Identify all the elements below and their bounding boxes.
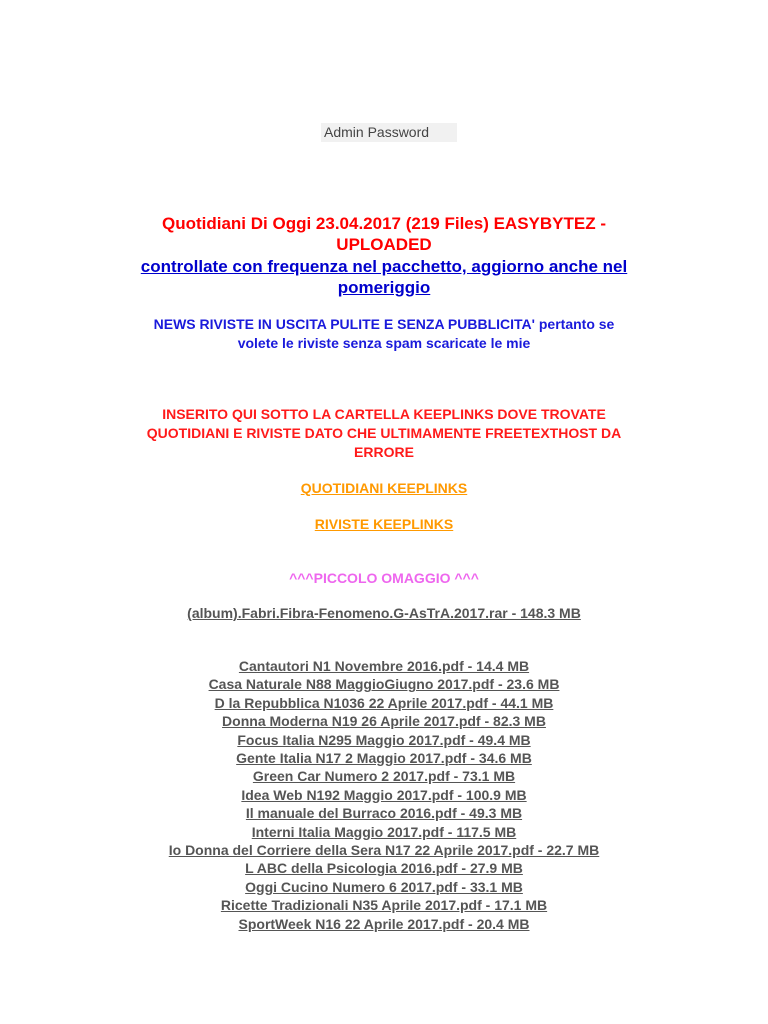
- news-line-1: NEWS RIVISTE IN USCITA PULITE E SENZA PUBBLICITA' pertanto se: [153, 316, 615, 332]
- admin-password-button[interactable]: [321, 123, 457, 142]
- file-link[interactable]: L ABC della Psicologia 2016.pdf - 27.9 MB: [245, 860, 523, 877]
- file-link[interactable]: Idea Web N192 Maggio 2017.pdf - 100.9 MB: [241, 786, 527, 803]
- file-link[interactable]: Cantautori N1 Novembre 2016.pdf - 14.4 MB: [238, 658, 530, 674]
- keeplinks-notice-line-3: ERRORE: [354, 444, 414, 460]
- subtitle-line-1[interactable]: controllate con frequenza nel pacchetto, aggiorno anche nel: [140, 257, 628, 276]
- file-link[interactable]: Interni Italia Maggio 2017.pdf - 117.5 MB: [251, 823, 517, 840]
- file-link[interactable]: Casa Naturale N88 MaggioGiugno 2017.pdf - 23.6 MB: [208, 676, 560, 693]
- file-link[interactable]: Donna Moderna N19 26 Aprile 2017.pdf - 82.3 MB: [222, 713, 546, 730]
- keeplinks-notice-line-2: QUOTIDIANI E RIVISTE DATO CHE ULTIMAMENTE FREETEXTHOST DA: [146, 425, 622, 441]
- subtitle-link[interactable]: [0, 256, 768, 298]
- file-link[interactable]: Io Donna del Corriere della Sera N17 22 Aprile 2017.pdf - 22.7 MB: [168, 842, 600, 859]
- file-link[interactable]: Green Car Numero 2 2017.pdf - 73.1 MB: [252, 768, 516, 785]
- admin-password-label: Admin Password: [324, 124, 430, 140]
- news-notice: [0, 315, 768, 353]
- omaggio-heading: ^^^PICCOLO OMAGGIO ^^^: [289, 570, 479, 586]
- file-link[interactable]: Gente Italia N17 2 Maggio 2017.pdf - 34.6 MB: [236, 750, 532, 767]
- page-title: [0, 213, 768, 255]
- quotidiani-keeplinks-link[interactable]: QUOTIDIANI KEEPLINKS: [300, 480, 468, 496]
- file-link[interactable]: Il manuale del Burraco 2016.pdf - 49.3 MB: [245, 805, 523, 822]
- title-line-1: Quotidiani Di Oggi 23.04.2017 (219 Files) EASYBYTEZ -: [161, 214, 606, 233]
- album-download-link[interactable]: (album).Fabri.Fibra-Fenomeno.G-AsTrA.2017.rar - 148.3 MB: [187, 605, 581, 621]
- riviste-keeplinks-link[interactable]: RIVISTE KEEPLINKS: [314, 516, 454, 532]
- file-link[interactable]: SportWeek N16 22 Aprile 2017.pdf - 20.4 MB: [238, 915, 530, 932]
- file-link[interactable]: D la Repubblica N1036 22 Aprile 2017.pdf - 44.1 MB: [214, 694, 554, 711]
- file-link[interactable]: Focus Italia N295 Maggio 2017.pdf - 49.4 MB: [237, 731, 531, 748]
- file-link[interactable]: Ricette Tradizionali N35 Aprile 2017.pdf - 17.1 MB: [220, 897, 548, 914]
- subtitle-line-2[interactable]: pomeriggio: [337, 278, 431, 297]
- file-list: [0, 657, 768, 933]
- keeplinks-notice-line-1: INSERITO QUI SOTTO LA CARTELLA KEEPLINKS DOVE TROVATE: [162, 406, 606, 422]
- file-link[interactable]: Oggi Cucino Numero 6 2017.pdf - 33.1 MB: [245, 878, 523, 895]
- title-line-2: UPLOADED: [336, 235, 432, 254]
- news-line-2: volete le riviste senza spam scaricate le mie: [237, 335, 531, 351]
- keeplinks-notice: [0, 405, 768, 462]
